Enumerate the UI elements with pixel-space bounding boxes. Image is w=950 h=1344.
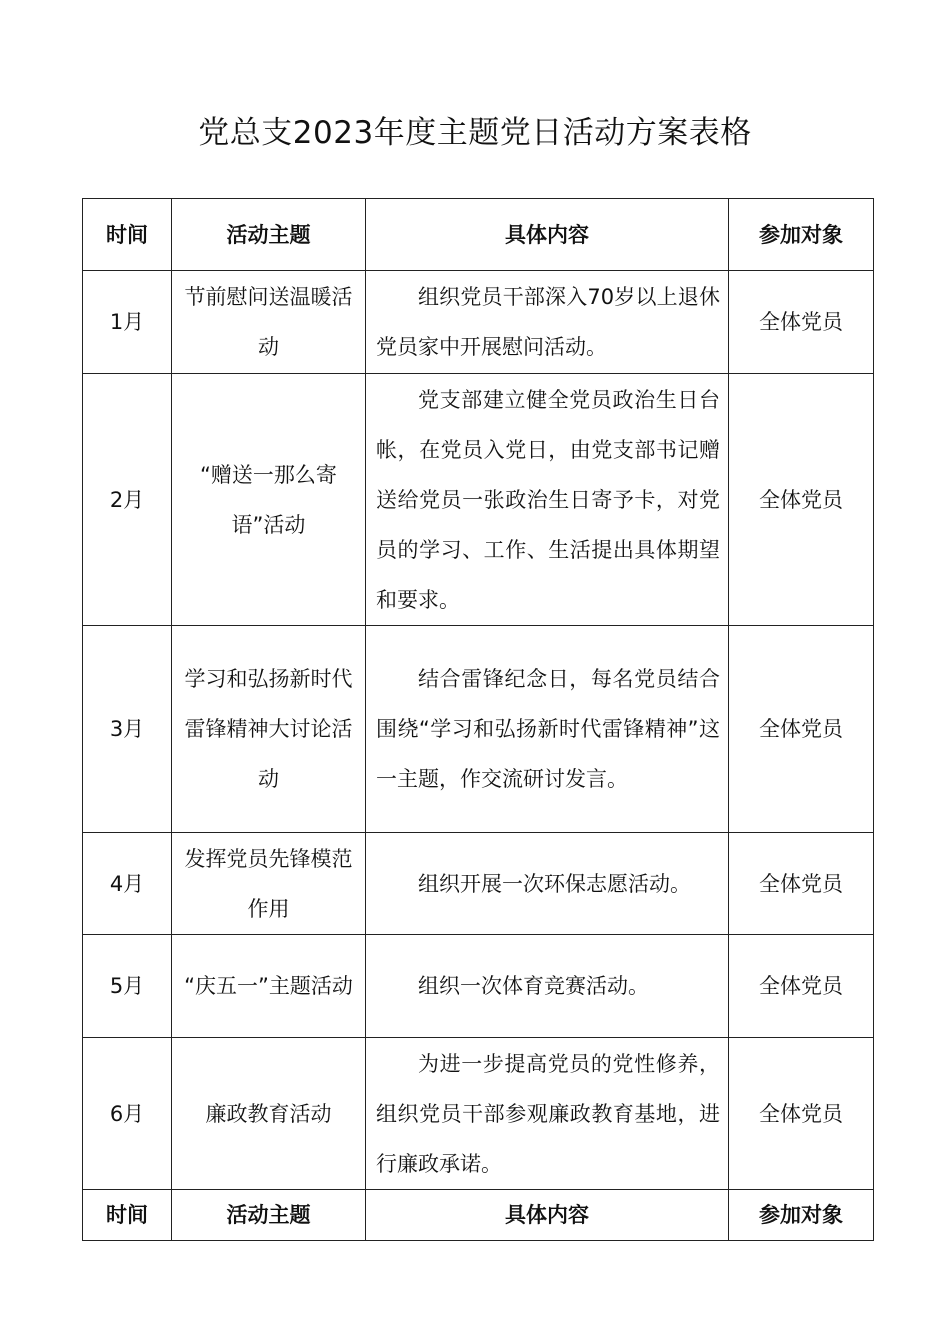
table-footer-row (83, 1190, 874, 1241)
header-topic: 活动主题 (172, 199, 366, 271)
row-content-cell (366, 1038, 729, 1190)
footer-topic: 活动主题 (172, 1190, 366, 1241)
row-topic: “赠送一那么寄语”活动 (200, 462, 337, 537)
row-content-cell (366, 626, 729, 833)
footer-content: 具体内容 (366, 1190, 729, 1241)
row-topic-cell (172, 271, 366, 374)
row-topic: “庆五一”主题活动 (184, 974, 353, 998)
row-participants: 全体党员 (729, 374, 874, 626)
row-content-cell (366, 271, 729, 374)
row-topic-cell (172, 1038, 366, 1190)
row-participants: 全体党员 (729, 833, 874, 935)
row-content: 组织开展一次环保志愿活动。 (418, 871, 691, 896)
table-row (83, 271, 874, 374)
row-time: 4月 (83, 833, 172, 935)
row-time: 2月 (83, 374, 172, 626)
row-content: 党支部建立健全党员政治生日台帐，在党员入党日，由党支部书记赠送给党员一张政治生日寄予卡，对党员的学习、工作、生活提出具体期望和要求。 (376, 387, 720, 612)
row-content: 为进一步提高党员的党性修养，组织党员干部参观廉政教育基地，进行廉政承诺。 (376, 1051, 720, 1176)
header-content: 具体内容 (366, 199, 729, 271)
table-row (83, 374, 874, 626)
footer-participants: 参加对象 (729, 1190, 874, 1241)
footer-time: 时间 (83, 1190, 172, 1241)
row-topic-cell (172, 833, 366, 935)
row-participants: 全体党员 (729, 1038, 874, 1190)
row-content: 组织一次体育竞赛活动。 (418, 974, 649, 998)
row-participants: 全体党员 (729, 935, 874, 1038)
row-topic-cell (172, 626, 366, 833)
row-content: 结合雷锋纪念日，每名党员结合围绕“学习和弘扬新时代雷锋精神”这一主题，作交流研讨发言。 (376, 667, 720, 791)
row-participants: 全体党员 (729, 626, 874, 833)
header-time: 时间 (83, 199, 172, 271)
row-content: 组织党员干部深入70岁以上退休党员家中开展慰问活动。 (376, 285, 720, 359)
table-header-row (83, 199, 874, 271)
row-topic: 发挥党员先锋模范作用 (184, 846, 353, 921)
row-topic-cell (172, 935, 366, 1038)
row-topic: 廉政教育活动 (205, 1101, 332, 1126)
activity-plan-table (82, 198, 874, 1241)
header-participants: 参加对象 (729, 199, 874, 271)
row-content-cell (366, 374, 729, 626)
table-row (83, 935, 874, 1038)
row-content-cell (366, 833, 729, 935)
table-row (83, 626, 874, 833)
row-time: 6月 (83, 1038, 172, 1190)
row-content-cell (366, 935, 729, 1038)
table-row (83, 1038, 874, 1190)
table-row (83, 833, 874, 935)
row-time: 1月 (83, 271, 172, 374)
row-topic: 学习和弘扬新时代雷锋精神大讨论活动 (184, 667, 353, 791)
page-title: 党总支2023年度主题党日活动方案表格 (198, 115, 752, 151)
row-time: 3月 (83, 626, 172, 833)
row-topic-cell (172, 374, 366, 626)
row-time: 5月 (83, 935, 172, 1038)
row-topic: 节前慰问送温暖活动 (184, 285, 353, 359)
row-participants: 全体党员 (729, 271, 874, 374)
